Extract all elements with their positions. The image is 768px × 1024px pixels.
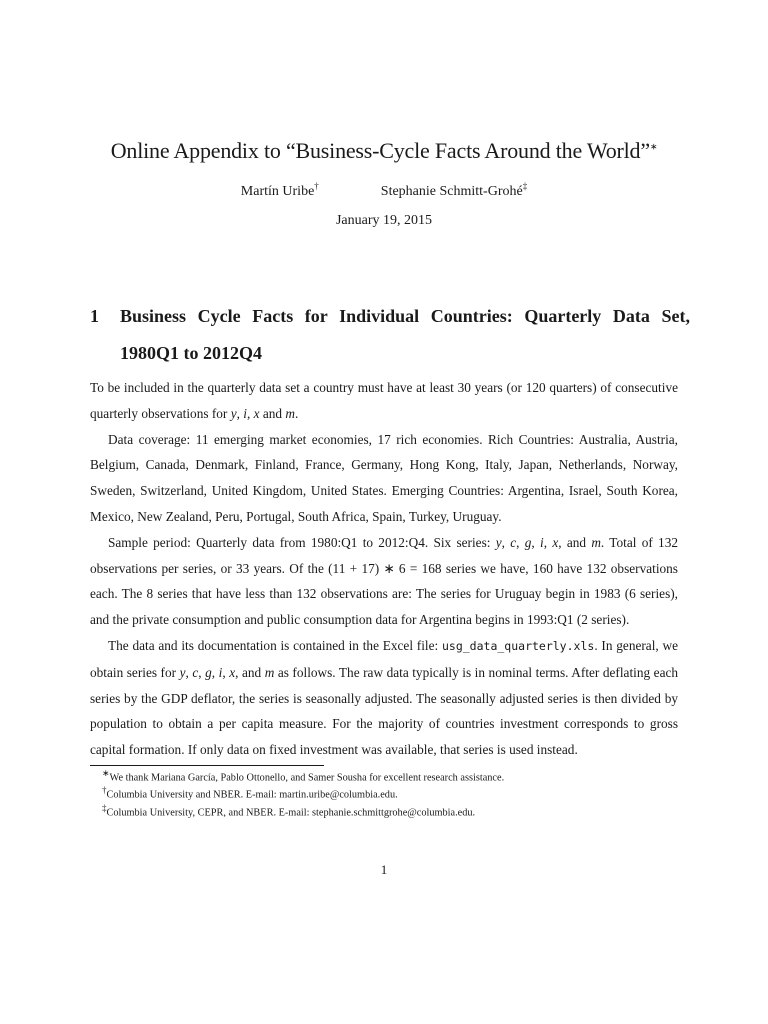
paper-date: January 19, 2015 <box>335 213 433 228</box>
footnotes <box>90 767 690 819</box>
section-title: Business Cycle Facts for Individual Countries: Quarterly Data Set, 1980Q1 to 2012Q4 <box>120 306 690 363</box>
paragraph-inclusion: To be included in the quarterly data set a country must have at least 30 years (or 120 quarters) of consecutive quarterly observations for y, i, x and m. <box>90 380 678 421</box>
author-schmitt-grohe: Stephanie Schmitt-Grohé‡ <box>380 181 528 199</box>
paragraph-data: The data and its documentation is contained in the Excel file: usg_data_quarterly.xls. In general, we obtain series for y, c, g, i, x, and m as follows. The raw data typically is in nominal terms. After deflating each series by the GDP deflator, the series is seasonally adjusted. The seasonally adjusted series is then divided by population to obtain a per capita measure. For the majority of countries investment corresponds to gross capital formation. If only data on fixed investment was available, that series is used instead. <box>90 637 679 758</box>
excel-filename: usg_data_quarterly.xls <box>441 638 595 653</box>
page-number: 1 <box>380 862 388 877</box>
author-uribe: Martín Uribe† <box>240 181 319 199</box>
footnote-thanks: ∗We thank Mariana García, Pablo Ottonello, and Samer Sousha for excellent research assistance. <box>102 768 505 784</box>
title-footnote-mark: ∗ <box>649 141 658 152</box>
section-heading <box>90 298 690 372</box>
paragraph-sample: Sample period: Quarterly data from 1980:Q1 to 2012:Q4. Six series: y, c, g, i, x, and m. Total of 132 observations per series, or 33 years. Of the (11 + 17) ∗ 6 = 168 series we have, 160 have 132 observations each. The 8 series that have less than 132 observations are: The series for Uruguay begin in 1983 (6 series), and the private consumption and public consumption data for Argentina begins in 1993:Q1 (2 series). <box>90 534 678 628</box>
footnote-uribe: †Columbia University and NBER. E-mail: martin.uribe@columbia.edu. <box>102 785 398 801</box>
author-list <box>0 181 768 200</box>
footnote-rule <box>90 765 324 766</box>
footnote-schmitt-grohe: ‡Columbia University, CEPR, and NBER. E-mail: stephanie.schmittgrohe@columbia.edu. <box>102 802 476 819</box>
paper-title: Online Appendix to “Business-Cycle Facts Around the World”∗ <box>110 138 658 163</box>
paragraph-coverage: Data coverage: 11 emerging market economies, 17 rich economies. Rich Countries: Australia, Austria, Belgium, Canada, Denmark, Finland, France, Germany, Hong Kong, Italy, Japan, Netherlands, Norway, Sweden, Switzerland, United Kingdom, United States. Emerging Countries: Argentina, Israel, South Korea, Mexico, New Zealand, Peru, Portugal, South Africa, Spain, Turkey, Uruguay. <box>90 431 678 524</box>
section-number: 1 <box>90 306 99 326</box>
body-text <box>90 375 678 763</box>
